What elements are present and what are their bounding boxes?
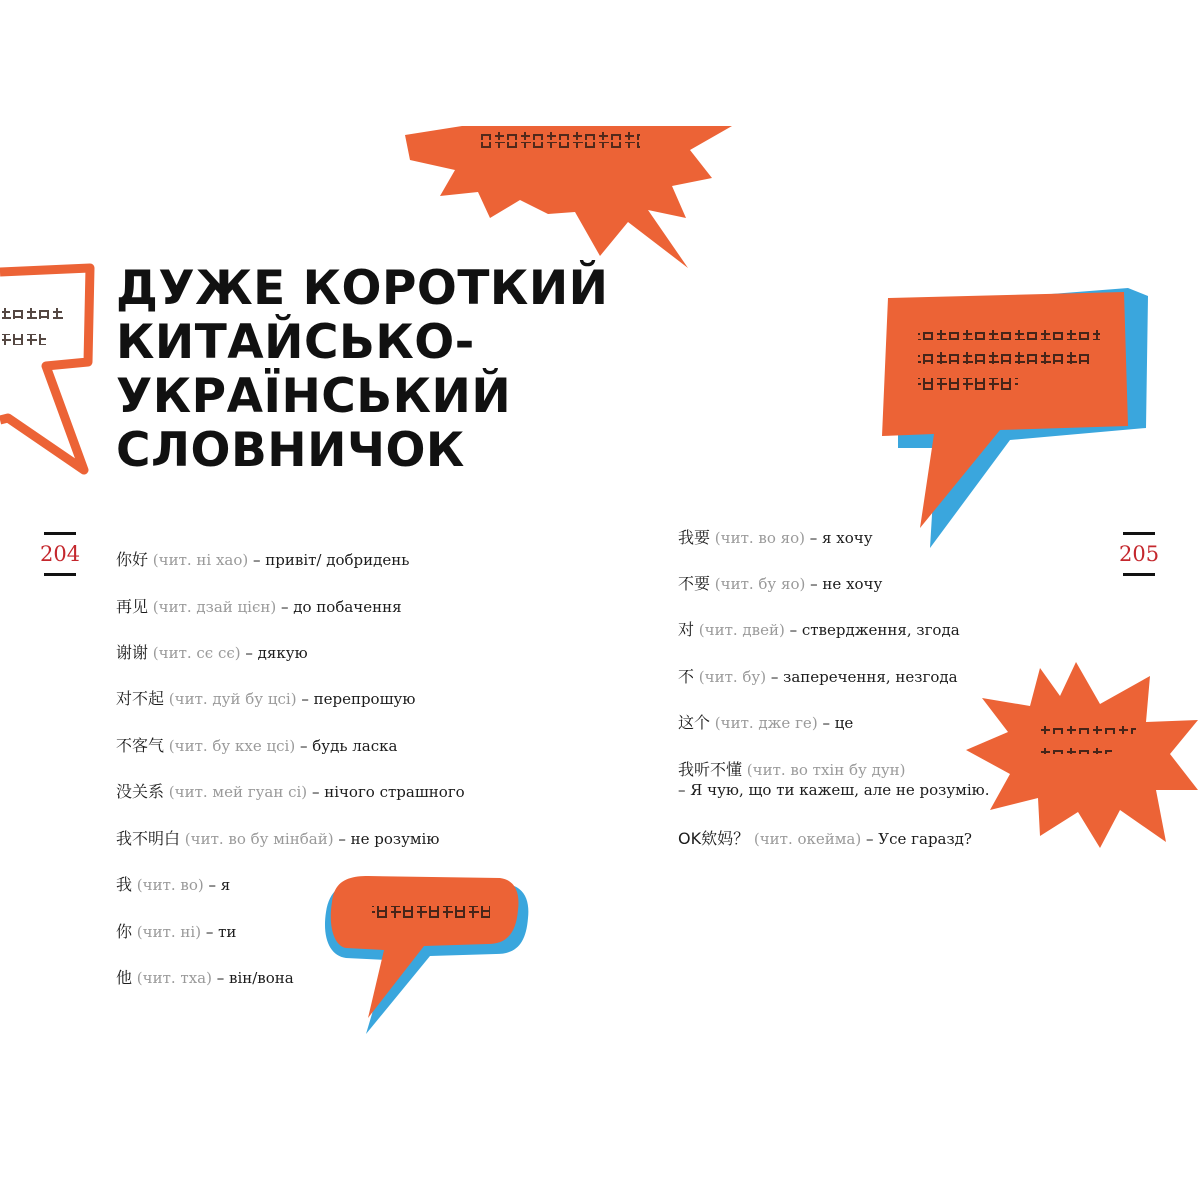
title-line: СЛОВНИЧОК	[116, 423, 465, 478]
transcription: (чит. бу)	[698, 668, 767, 686]
page-number-right-text: 205	[1119, 542, 1160, 566]
transcription: (чит. ні хао)	[152, 551, 249, 569]
glyph-row	[480, 128, 640, 140]
glyph-row	[2, 308, 64, 319]
dictionary-entry	[678, 829, 972, 849]
chinese-word: 对不起	[116, 689, 165, 708]
glyph-row	[372, 906, 490, 920]
translation: – дякую	[245, 644, 308, 662]
dictionary-entry	[116, 829, 439, 849]
chinese-word: 不要	[678, 574, 711, 593]
translation: – я	[208, 876, 231, 894]
chinese-word: 对	[678, 620, 695, 639]
chinese-word: 不	[678, 667, 695, 686]
transcription: (чит. двей)	[698, 621, 785, 639]
chinese-word: OK欸妈？	[678, 829, 750, 848]
glyph-row	[918, 378, 1018, 390]
glyph-row	[1040, 742, 1112, 754]
glyph-row	[480, 142, 640, 154]
title-line: УКРАЇНСЬКИЙ	[116, 369, 512, 424]
chinese-word: 不客气	[116, 736, 165, 755]
chinese-word: 你	[116, 922, 133, 941]
dictionary-entry	[116, 597, 402, 617]
transcription: (чит. во)	[136, 876, 204, 894]
translation: – Усе гаразд?	[866, 830, 972, 848]
chinese-word: 没关系	[116, 782, 165, 801]
glyph-row	[2, 334, 46, 345]
translation: – ти	[205, 923, 237, 941]
translation: – до побачення	[281, 598, 402, 616]
folio-rule	[1123, 532, 1155, 535]
glyph-row	[918, 328, 1100, 340]
dictionary-entry	[116, 968, 294, 988]
translation: – ствердження, згода	[789, 621, 960, 639]
folio-rule	[1123, 573, 1155, 576]
translation: – нічого страшного	[311, 783, 465, 801]
chinese-word: 你好	[116, 550, 149, 569]
translation: – будь ласка	[299, 737, 398, 755]
chinese-word: 我要	[678, 528, 711, 547]
translation: – Я чую, що ти кажеш, але не розумію.	[678, 781, 990, 799]
folio-rule	[44, 532, 76, 535]
dictionary-entry	[116, 922, 236, 942]
translation: – заперечення, незгода	[770, 668, 958, 686]
translation: – я хочу	[809, 529, 873, 547]
transcription: (чит. сє сє)	[152, 644, 241, 662]
outline-bubble-left	[0, 268, 90, 470]
translation: – перепрошую	[301, 690, 416, 708]
dictionary-entry	[116, 875, 230, 895]
title-line: КИТАЙСЬКО-	[116, 315, 475, 370]
dictionary-entry	[678, 760, 989, 800]
dictionary-entry	[678, 713, 853, 733]
dictionary-entry	[678, 574, 882, 594]
dictionary-entry	[116, 689, 415, 709]
page-number-left-text: 204	[40, 542, 81, 566]
dictionary-entry	[116, 736, 397, 756]
transcription: (чит. ні)	[136, 923, 202, 941]
speech-bubble-bottom	[325, 876, 528, 1034]
transcription: (чит. бу яо)	[714, 575, 806, 593]
page-title	[116, 262, 609, 478]
chinese-word: 谢谢	[116, 643, 149, 662]
transcription: (чит. тха)	[136, 969, 212, 987]
dictionary-entry	[116, 643, 308, 663]
folio-rule	[44, 573, 76, 576]
glyph-row	[1040, 722, 1136, 734]
burst-bubble-right	[966, 662, 1198, 848]
translation: – він/вона	[216, 969, 294, 987]
chinese-word: 我不明白	[116, 829, 181, 848]
transcription: (чит. во яо)	[714, 529, 805, 547]
page-number-left	[40, 532, 80, 576]
transcription: (чит. бу кхе цсі)	[168, 737, 296, 755]
dictionary-entry	[116, 782, 465, 802]
dictionary-entry	[678, 620, 960, 640]
transcription: (чит. окейма)	[753, 830, 862, 848]
speech-bubble-right	[882, 288, 1148, 548]
translation: – це	[822, 714, 854, 732]
dictionary-entry	[678, 667, 958, 687]
chinese-word: 再见	[116, 597, 149, 616]
chinese-word: 我	[116, 875, 133, 894]
title-line: ДУЖЕ КОРОТКИЙ	[116, 261, 609, 316]
translation: – не розумію	[338, 830, 440, 848]
page-number-right	[1119, 532, 1159, 576]
transcription: (чит. мей гуан сі)	[168, 783, 308, 801]
translation: – привіт/ добридень	[253, 551, 410, 569]
burst-bubble-top	[405, 126, 732, 268]
chinese-word: 他	[116, 968, 133, 987]
chinese-word: 我听不懂	[678, 760, 743, 779]
glyph-row	[918, 352, 1092, 364]
transcription: (чит. во тхін бу дун)	[746, 761, 906, 779]
transcription: (чит. дуй бу цсі)	[168, 690, 297, 708]
transcription: (чит. дже ге)	[714, 714, 818, 732]
chinese-word: 这个	[678, 713, 711, 732]
dictionary-entry	[116, 550, 409, 570]
transcription: (чит. во бу мінбай)	[184, 830, 334, 848]
dictionary-entry	[678, 528, 873, 548]
transcription: (чит. дзай цієн)	[152, 598, 277, 616]
translation: – не хочу	[810, 575, 883, 593]
